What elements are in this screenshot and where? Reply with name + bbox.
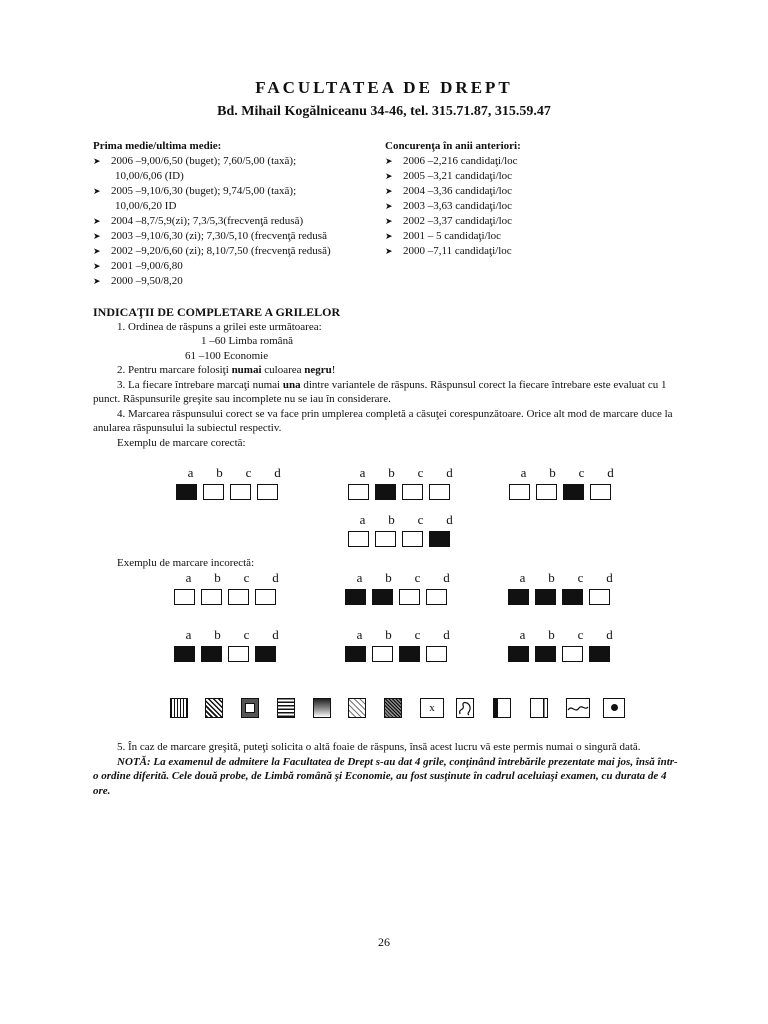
answer-boxes (174, 646, 290, 662)
option-letter: d (274, 465, 281, 480)
option-letter: c (417, 465, 424, 480)
correct-example-group (509, 466, 625, 500)
list-item: ➤ 2001 – 5 candidaţi/loc (385, 230, 502, 242)
option-letter: d (606, 570, 613, 585)
option-letter: b (385, 627, 392, 642)
footer-instructions (93, 740, 678, 798)
right-column (385, 139, 645, 259)
option-letter: b (214, 570, 221, 585)
empty-answer-box (590, 484, 611, 500)
incorrect-example-label: Exemplu de marcare incorectă: (117, 557, 255, 569)
filled-answer-box (255, 646, 276, 662)
answer-boxes (509, 484, 625, 500)
empty-answer-box (372, 646, 393, 662)
option-letter: c (243, 570, 250, 585)
arrow-bullet-icon: ➤ (93, 156, 101, 166)
option-letter: a (359, 512, 366, 527)
option-letter: c (245, 465, 252, 480)
incorrect-example-group (508, 571, 624, 605)
arrow-bullet-icon: ➤ (385, 246, 393, 256)
list-item: ➤ 2004 –8,7/5,9(zi); 7,3/5,3(frecvenţă redusă) (93, 215, 304, 227)
empty-answer-box (228, 589, 249, 605)
option-letter: b (385, 570, 392, 585)
list-item: ➤ 2003 –9,10/6,30 (zi); 7,30/5,10 (frecvenţă redusă (93, 230, 327, 242)
option-letters (176, 466, 292, 480)
answer-boxes (348, 531, 464, 547)
arrow-bullet-icon: ➤ (385, 201, 393, 211)
option-letters (508, 628, 624, 642)
option-letter: a (185, 570, 192, 585)
horizontal-lines-mark-icon (277, 698, 295, 718)
checker-mark-icon (384, 698, 402, 718)
empty-answer-box (562, 646, 583, 662)
instructions-section (93, 305, 678, 450)
empty-answer-box (348, 531, 369, 547)
option-letter: b (388, 512, 395, 527)
filled-answer-box (535, 646, 556, 662)
empty-answer-box (589, 589, 610, 605)
option-letters (348, 466, 464, 480)
empty-answer-box (201, 589, 222, 605)
filled-answer-box (372, 589, 393, 605)
filled-answer-box (429, 531, 450, 547)
squiggle-mark-icon (456, 698, 474, 718)
arrow-bullet-icon: ➤ (93, 186, 101, 196)
instruction-1b: 61 –100 Economie (185, 349, 269, 362)
answer-boxes (508, 589, 624, 605)
list-item: ➤ 2002 –9,20/6,60 (zi); 8,10/7,50 (frecvenţă redusă) (93, 245, 331, 257)
list-item: ➤ 2004 –3,36 candidaţi/loc (385, 185, 513, 197)
list-item: ➤ 2005 –3,21 candidaţi/loc (385, 170, 513, 182)
empty-answer-box (257, 484, 278, 500)
instruction-3: 3. La fiecare întrebare marcaţi numai una dintre variantele de răspuns. Răspunsul corect la fiecare întrebare este evaluat cu 1 punct. Răspunsurile greşite sau incomplete nu se iau în considerare. (93, 378, 667, 405)
option-letter: d (272, 627, 279, 642)
empty-answer-box (536, 484, 557, 500)
list-item-continuation: 10,00/6,06 (ID) (115, 170, 184, 182)
arrow-bullet-icon: ➤ (385, 171, 393, 181)
filled-answer-box (562, 589, 583, 605)
list-item: ➤ 2000 –9,50/8,20 (93, 275, 183, 287)
filled-answer-box (508, 589, 529, 605)
filled-answer-box (201, 646, 222, 662)
note: NOTĂ: La examenul de admitere la Facultatea de Drept s-au dat 4 grile, conţinând întrebările prezentate mai jos, însă într-o ordine diferită. Cele două probe, de Limbă română şi Economie, au fost susţinute în cadrul aceluiaşi examen, cu durata de 4 ore. (93, 755, 678, 797)
document-address: Bd. Mihail Kogălniceanu 34-46, tel. 315.71.87, 315.59.47 (217, 104, 551, 119)
right-column-heading: Concurenţa în anii anteriori: (385, 140, 521, 152)
filled-answer-box (174, 646, 195, 662)
option-letter: c (414, 627, 421, 642)
option-letter: d (446, 512, 453, 527)
option-letter: b (548, 627, 555, 642)
option-letter: a (187, 465, 194, 480)
diagonal-hatch-mark-icon (205, 698, 223, 718)
arrow-bullet-icon: ➤ (385, 231, 393, 241)
incorrect-example-group (345, 571, 461, 605)
page-number: 26 (378, 935, 390, 949)
option-letter: c (414, 570, 421, 585)
answer-boxes (345, 589, 461, 605)
filled-answer-box (345, 589, 366, 605)
instruction-1a: 1 –60 Limba română (201, 335, 293, 347)
correct-example-group (348, 466, 464, 500)
inner-square-mark-icon (241, 698, 259, 718)
empty-answer-box (203, 484, 224, 500)
list-item: ➤ 2000 –7,11 candidaţi/loc (385, 245, 512, 257)
instruction-2: 2. Pentru marcare folosiţi numai culoarea negru! (117, 364, 336, 376)
gradient-top-mark-icon (313, 698, 331, 718)
option-letter: c (243, 627, 250, 642)
option-letter: a (519, 570, 526, 585)
empty-answer-box (230, 484, 251, 500)
arrow-bullet-icon: ➤ (93, 231, 101, 241)
list-item: ➤ 2006 –9,00/6,50 (buget); 7,60/5,00 (taxă); (93, 155, 297, 167)
arrow-bullet-icon: ➤ (93, 276, 101, 286)
filled-answer-box (399, 646, 420, 662)
empty-answer-box (228, 646, 249, 662)
correct-example-group (348, 513, 464, 547)
option-letters (345, 571, 461, 585)
option-letter: d (443, 570, 450, 585)
option-letter: d (607, 465, 614, 480)
empty-answer-box (402, 531, 423, 547)
document-title: FACULTATEA DE DREPT (255, 78, 513, 97)
option-letters (508, 571, 624, 585)
option-letters (509, 466, 625, 480)
left-column-heading: Prima medie/ultima medie: (93, 140, 222, 152)
option-letter: a (185, 627, 192, 642)
filled-answer-box (345, 646, 366, 662)
dot-mark-icon (603, 698, 625, 718)
list-item-continuation: 10,00/6,20 ID (115, 200, 177, 212)
filled-answer-box (508, 646, 529, 662)
list-item: ➤ 2001 –9,00/6,80 (93, 260, 183, 272)
arrow-bullet-icon: ➤ (93, 216, 101, 226)
option-letter: d (606, 627, 613, 642)
incorrect-example-group (174, 571, 290, 605)
empty-answer-box (402, 484, 423, 500)
empty-answer-box (174, 589, 195, 605)
arrow-bullet-icon: ➤ (93, 261, 101, 271)
answer-boxes (345, 646, 461, 662)
incorrect-example-group (345, 628, 461, 662)
option-letter: b (388, 465, 395, 480)
arrow-bullet-icon: ➤ (385, 186, 393, 196)
empty-answer-box (348, 484, 369, 500)
option-letters (174, 628, 290, 642)
empty-answer-box (255, 589, 276, 605)
option-letter: c (577, 627, 584, 642)
option-letter: a (519, 627, 526, 642)
option-letter: c (417, 512, 424, 527)
answer-boxes (508, 646, 624, 662)
option-letter: c (577, 570, 584, 585)
option-letter: b (548, 570, 555, 585)
light-hatch-mark-icon (348, 698, 366, 718)
correct-example-label: Exemplu de marcare corectă: (117, 436, 246, 449)
empty-answer-box (426, 589, 447, 605)
option-letter: a (356, 627, 363, 642)
wave-mark-icon (566, 698, 590, 718)
left-column (93, 139, 383, 289)
empty-answer-box (509, 484, 530, 500)
arrow-bullet-icon: ➤ (93, 246, 101, 256)
option-letters (348, 513, 464, 527)
correct-example-group (176, 466, 292, 500)
option-letters (174, 571, 290, 585)
arrow-bullet-icon: ➤ (385, 216, 393, 226)
instruction-1: 1. Ordinea de răspuns a grilei este următoarea: (117, 320, 322, 333)
list-item: ➤ 2002 –3,37 candidaţi/loc (385, 215, 513, 227)
incorrect-example-group (508, 628, 624, 662)
answer-boxes (348, 484, 464, 500)
option-letter: a (520, 465, 527, 480)
incorrect-example-group (174, 628, 290, 662)
list-item: ➤ 2005 –9,10/6,30 (buget); 9,74/5,00 (taxă); (93, 185, 297, 197)
option-letter: a (359, 465, 366, 480)
empty-answer-box (426, 646, 447, 662)
option-letters (345, 628, 461, 642)
thick-left-mark-icon (493, 698, 511, 718)
option-letter: c (578, 465, 585, 480)
filled-answer-box (535, 589, 556, 605)
option-letter: b (214, 627, 221, 642)
empty-answer-box (429, 484, 450, 500)
instruction-5: 5. În caz de marcare greşită, puteţi solicita o altă foaie de răspuns, însă acest lucru vă este permis numai o singură dată. (117, 741, 641, 753)
answer-boxes (174, 589, 290, 605)
arrow-bullet-icon: ➤ (385, 156, 393, 166)
option-letter: a (356, 570, 363, 585)
option-letter: b (216, 465, 223, 480)
option-letter: d (446, 465, 453, 480)
option-letter: b (549, 465, 556, 480)
empty-answer-box (399, 589, 420, 605)
list-item: ➤ 2006 –2,216 candidaţi/loc (385, 155, 518, 167)
option-letter: d (272, 570, 279, 585)
filled-answer-box (563, 484, 584, 500)
empty-answer-box (375, 531, 396, 547)
instructions-heading: INDICAŢII DE COMPLETARE A GRILELOR (93, 305, 341, 319)
dense-dots-mark-icon (170, 698, 188, 718)
list-item: ➤ 2003 –3,63 candidaţi/loc (385, 200, 513, 212)
x-mark-mark-icon: x (420, 698, 444, 718)
filled-answer-box (589, 646, 610, 662)
filled-answer-box (375, 484, 396, 500)
filled-answer-box (176, 484, 197, 500)
option-letter: d (443, 627, 450, 642)
answer-boxes (176, 484, 292, 500)
instruction-4: 4. Marcarea răspunsului corect se va face prin umplerea completă a căsuţei corespunzătoare. Orice alt mod de marcare duce la anularea răspunsului la subiectul respectiv. (93, 407, 673, 434)
half-right-mark-icon (530, 698, 548, 718)
